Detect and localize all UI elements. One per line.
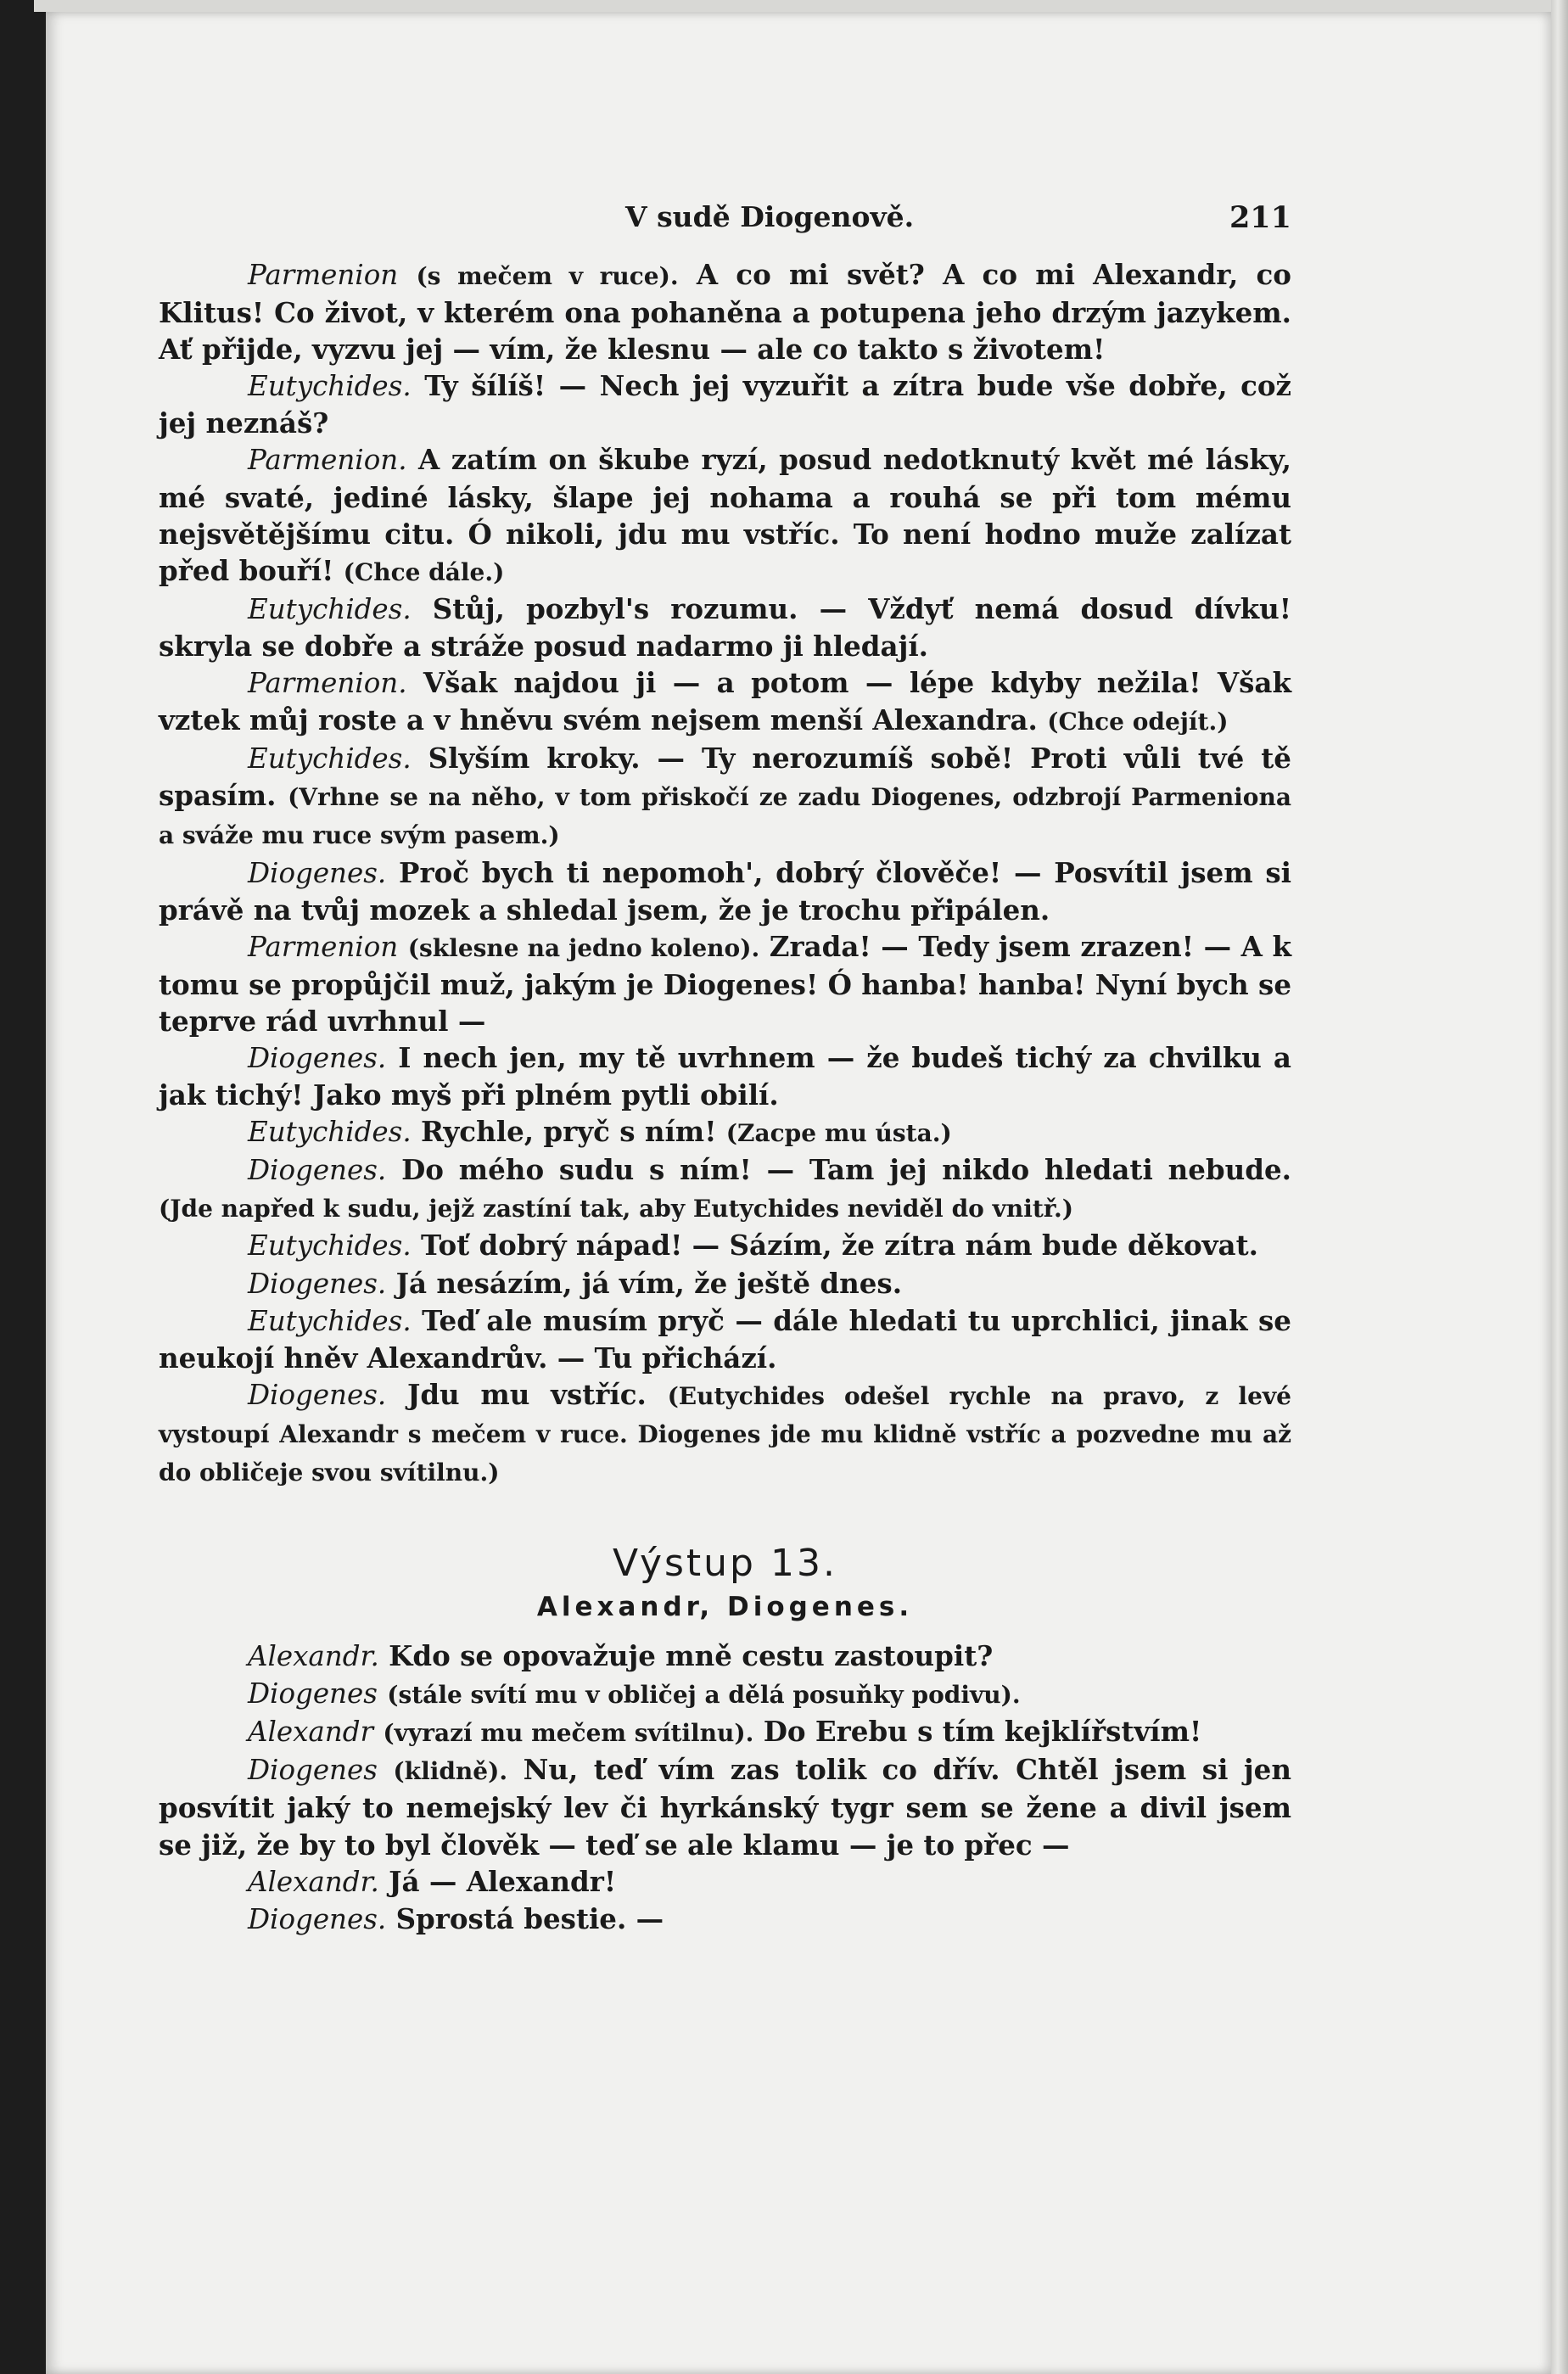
page-number: 211 [1229,200,1291,235]
page-top-edge [34,0,1568,12]
speech [159,1638,1291,1675]
speech [159,591,1291,664]
speaker-name: Diogenes. [248,1154,387,1187]
speech [159,740,1291,854]
speech [159,1751,1291,1862]
speech [159,1863,1291,1901]
speech-text: Sprostá bestie. — [395,1901,664,1935]
speech [159,928,1291,1039]
speech [159,1151,1291,1227]
speech [159,1113,1291,1151]
speech-text: Do Erebu s tím kejklířstvím! [763,1715,1202,1749]
stage-direction: (Eutychides odešel rychle na pravo, z levé vystoupí Alexandr s mečem v ruce. Diogenes jde mu klidně vstříc a pozvedne mu až do obličeje svou svítilnu.) [159,1381,1291,1487]
speaker-name: Parmenion [248,259,399,291]
speech [159,1227,1291,1264]
speech [159,854,1291,928]
speech [159,367,1291,441]
speech [159,441,1291,590]
scene-title: Výstup 13. [613,1542,837,1586]
speaker-name: Diogenes. [248,1902,387,1935]
scene-persons: Alexandr, Diogenes. [536,1592,914,1623]
dialogue-after [159,1638,1291,1938]
stage-direction: (stále svítí mu v obličej a dělá posuňky podivu). [387,1681,1021,1710]
speech-text: Rychle, pryč s ním! [420,1115,717,1149]
speaker-name: Eutychides. [248,370,412,403]
speech-text: Teď ale musím pryč — dále hledati tu uprchlici, jinak se neukojí hněv Alexandrův. — Tu přichází. [159,1303,1291,1375]
speaker-name: Parmenion [248,930,399,963]
running-title: V sudě Diogenově. [625,200,915,233]
page-right-edge [1551,0,1568,2374]
speech-text: Do mého sudu s ním! — Tam jej nikdo hledati nebude. [401,1153,1291,1187]
speech-text: Ty šílíš! — Nech jej vyzuřit a zítra bude vše dobře, což jej neznáš? [159,369,1291,440]
stage-direction: (Zacpe mu ústa.) [725,1119,952,1148]
stage-direction: (Vrhne se na něho, v tom přiskočí ze zadu Diogenes, odzbrojí Parmeniona a sváže mu ruce svým pasem.) [159,783,1291,850]
speech-text: Slyším kroky. — Ty nerozumíš sobě! Proti vůli tvé tě spasím. [159,742,1291,813]
speech [159,1039,1291,1113]
stage-direction: (Chce dále.) [343,557,505,586]
speaker-name: Diogenes. [248,1041,387,1074]
speaker-name: Alexandr. [248,1640,379,1673]
speaker-name: Parmenion. [248,667,407,700]
speech [159,1265,1291,1302]
speaker-name: Diogenes. [248,1267,387,1300]
speech [159,1376,1291,1491]
speaker-name: Eutychides. [248,1304,412,1337]
stage-direction: (Jde napřed k sudu, jejž zastíní tak, aby Eutychides neviděl do vnitř.) [159,1195,1073,1223]
speaker-name: Diogenes [248,1754,378,1787]
speech-text: A co mi svět? A co mi Alexandr, co Klitus! Co život, v kterém ona pohaněna a potupena jeho drzým jazykem. Ať přijde, vyzvu jej — vím, že klesnu — ale co takto s životem! [159,258,1291,367]
speech-text: Proč bych ti nepomoh', dobrý člověče! — Posvítil jsem si právě na tvůj mozek a shledal jsem, že je trochu připálen. [159,855,1291,927]
speaker-name: Diogenes. [248,1378,387,1411]
page-header [159,188,1291,256]
speaker-name: Diogenes [248,1677,378,1711]
speaker-name: Parmenion. [248,444,407,477]
speech-text: Však najdou ji — a potom — lépe kdyby nežila! Však vztek můj roste a v hněvu svém nejsem menší Alexandra. [159,666,1291,737]
speech-text: Já nesázím, já vím, že ještě dnes. [395,1266,903,1300]
speaker-name: Eutychides. [248,1116,412,1149]
speaker-name: Alexandr. [248,1865,379,1898]
speaker-name: Eutychides. [248,592,412,625]
speech-text: Já — Alexandr! [389,1864,617,1898]
speech [159,664,1291,740]
speaker-name: Eutychides. [248,1229,412,1263]
speaker-name: Alexandr [248,1716,374,1749]
stage-direction: (sklesne na jedno koleno). [407,933,760,962]
speaker-name: Eutychides. [248,742,412,775]
stage-direction: (klidně). [393,1757,508,1786]
page-text-block [159,188,1291,1938]
speech-text: A zatím on škube ryzí, posud nedotknutý květ mé lásky, mé svaté, jediné lásky, šlape jej nohama a rouhá se při tom mému nejsvětějšímu citu. Ó nikoli, jdu mu vstříc. To není hodno muže zalízat před bouří! [159,443,1291,587]
speech [159,1675,1291,1713]
speech-text: Stůj, pozbyl's rozumu. — Vždyť nemá dosud dívku! skryla se dobře a stráže posud nadarmo ji hledají. [159,591,1291,663]
speaker-name: Diogenes. [248,856,387,889]
speech-text: Jdu mu vstříc. [406,1377,647,1411]
stage-direction: (vyrazí mu mečem svítilnu). [383,1719,754,1748]
speech-text: Zrada! — Tedy jsem zrazen! — A k tomu se propůjčil muž, jakým je Diogenes! Ó hanba! hanba! Nyní bych se teprve rád uvrhnul — [159,929,1291,1038]
speech-text: Toť dobrý nápad! — Sázím, že zítra nám bude děkovat. [420,1229,1258,1263]
speech [159,256,1291,367]
speech [159,1302,1291,1376]
speech [159,1713,1291,1751]
stage-direction: (Chce odejít.) [1047,708,1229,736]
speech-text: Kdo se opovažuje mně cestu zastoupit? [389,1639,994,1673]
speech-text: I nech jen, my tě uvrhnem — že budeš tichý za chvilku a jak tichý! Jako myš při plném pytli obilí. [159,1040,1291,1112]
stage-direction: (s mečem v ruce). [416,262,679,290]
speech [159,1901,1291,1938]
speech-text: Nu, teď vím zas tolik co dřív. Chtěl jsem si jen posvítit jaký to nemejský lev či hyrkánský tygr sem se žene a divil jsem se již, že by to byl člověk — teď se ale klamu — je to přec — [159,1753,1291,1862]
dialogue-before [159,256,1291,1491]
